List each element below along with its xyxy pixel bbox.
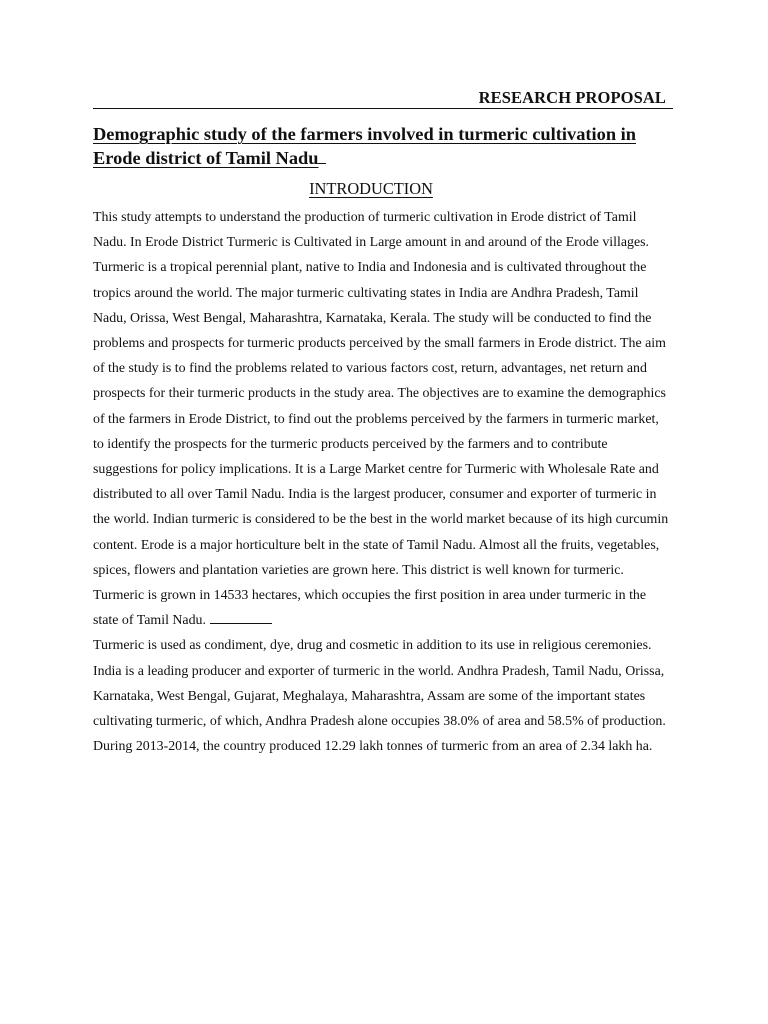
header-rule	[93, 86, 673, 109]
document-title	[93, 122, 653, 170]
document-header: RESEARCH PROPOSAL	[478, 88, 666, 107]
paragraph-2: Turmeric is used as condiment, dye, drug and cosmetic in addition to its use in religious ceremonies. India is a leading producer and exporter of turmeric in the world. Andhra Pradesh, Tamil Nadu, Orissa, Karnataka, West Bengal, Gujarat, Meghalaya, Maharashtra, Assam are some of the important states cultivating turmeric, of which, Andhra Pradesh alone occupies 38.0% of area and 58.5% of production. During 2013-2014, the country produced 12.29 lakh tonnes of turmeric from an area of 2.34 lakh ha.	[93, 638, 666, 755]
paragraph-1	[93, 205, 673, 633]
title-underline-pad	[318, 147, 326, 164]
paragraph-1-trailing-rule	[210, 613, 272, 624]
section-heading-text: INTRODUCTION	[309, 179, 433, 198]
document-page	[93, 86, 673, 759]
paragraph-1-text: This study attempts to understand the production of turmeric cultivation in Erode district of Tamil Nadu. In Erode District Turmeric is Cultivated in Large amount in and around of the Erode villages. Turmeric is a tropical perennial plant, native to India and Indonesia and is cultivated throughout the tropics around the world. The major turmeric cultivating states in India are Andhra Pradesh, Tamil Nadu, Orissa, West Bengal, Maharashtra, Karnataka, Kerala. The study will be conducted to find the problems and prospects for turmeric products perceived by the small farmers in Erode district. The aim of the study is to find the problems related to various factors cost, return, advantages, net return and prospects for their turmeric products in the study area. The objectives are to examine the demographics of the farmers in Erode District, to find out the problems perceived by the farmers in turmeric market, to identify the prospects for the turmeric products perceived by the farmers and to contribute suggestions for policy implications. It is a Large Market centre for Turmeric with Wholesale Rate and distributed to all over Tamil Nadu. India is the largest producer, consumer and exporter of turmeric in the world. Indian turmeric is considered to be the best in the world market because of its high curcumin content. Erode is a major horticulture belt in the state of Tamil Nadu. Almost all the fruits, vegetables, spices, flowers and plantation varieties are grown here. This district is well known for turmeric. Turmeric is grown in 14533 hectares, which occupies the first position in area under turmeric in the state of Tamil Nadu.	[93, 210, 669, 629]
section-heading	[93, 179, 649, 199]
document-title-text: Demographic study of the farmers involved in turmeric cultivation in Erode district of Tamil Nadu	[93, 124, 636, 168]
